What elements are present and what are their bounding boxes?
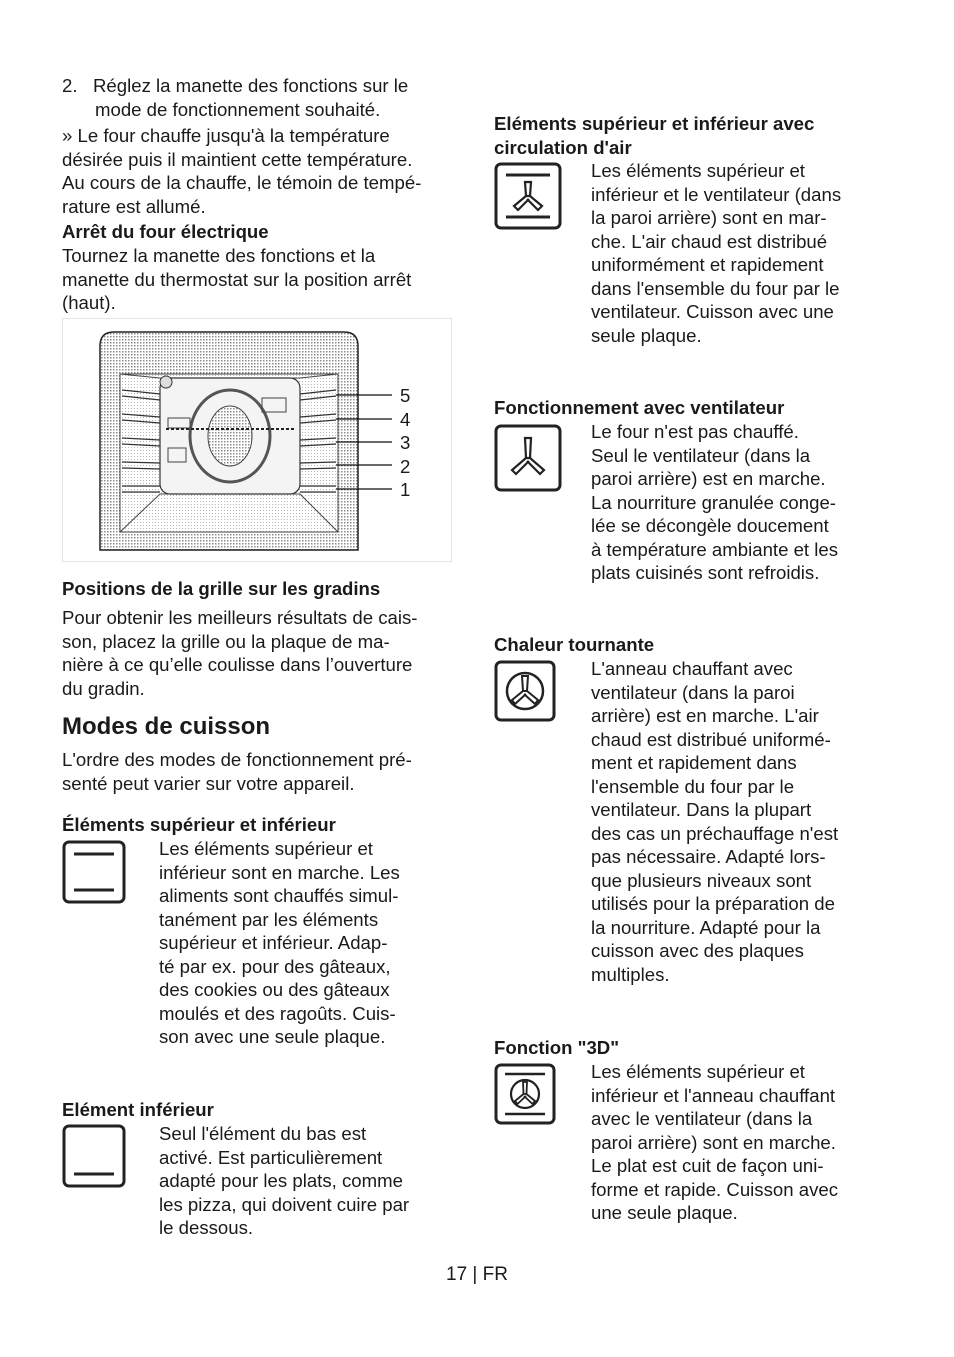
bottom-heat-icon: [62, 1124, 126, 1188]
shelf-level-1: 1: [400, 479, 411, 500]
text-line: moulés et des ragoûts. Cuis-: [159, 1002, 396, 1024]
text-line: tanément par les éléments: [159, 908, 379, 930]
text-line: lée se décongèle doucement: [591, 515, 829, 536]
text-line: chaud est distribué uniformé-: [591, 728, 831, 750]
step-2-line-2: mode de fonctionnement souhaité.: [95, 98, 381, 120]
fan-only-icon: [494, 424, 562, 492]
positions-line: son, placez la grille ou la plaque de ma-: [62, 630, 390, 652]
bottom-heading: Elément inférieur: [62, 1099, 214, 1120]
text-line: L'anneau chauffant avec: [591, 658, 793, 679]
text-line: inférieur et l'anneau chauffant: [591, 1084, 836, 1106]
text-line: activé. Est particulièrement: [159, 1146, 383, 1168]
air-heading-line: Eléments supérieur et inférieur avec: [494, 113, 815, 134]
positions-text: [62, 606, 462, 700]
text-line: ventilateur. Dans la plupart: [591, 799, 812, 820]
page-number: 17 | FR: [446, 1264, 508, 1285]
text-line: seule plaque.: [591, 324, 702, 346]
text-line: dans l'ensemble du four par le: [591, 277, 840, 299]
text-line: la paroi arrière) sont en mar-: [591, 207, 827, 228]
text-line: forme et rapide. Cuisson avec: [591, 1178, 839, 1200]
step-2: [62, 74, 462, 121]
modes-line: senté peut varier sur votre appareil.: [62, 772, 355, 794]
top-bottom-heat-icon: [62, 840, 126, 904]
text-line: paroi arrière) sont en marche.: [591, 1131, 836, 1153]
text-line: uniformément et rapidement: [591, 254, 824, 275]
shelf-level-4: 4: [400, 408, 411, 430]
air-heading-line: circulation d'air: [494, 136, 632, 158]
text-line: des cookies ou des gâteaux: [159, 979, 390, 1000]
text-line: La nourriture granulée conge-: [591, 491, 836, 513]
stop-line: Tournez la manette des fonctions et la: [62, 245, 376, 266]
result-line: » Le four chauffe jusqu'à la température: [62, 125, 390, 146]
text-line: cuisson avec des plaques: [591, 940, 804, 961]
text-line: Le four n'est pas chauffé.: [591, 421, 799, 442]
text-line: Les éléments supérieur et: [591, 160, 805, 181]
hot-air-heading: Chaleur tournante: [494, 634, 655, 655]
text-line: ment et rapidement dans: [591, 752, 797, 773]
text-line: pas nécessaire. Adapté lors-: [591, 846, 826, 867]
positions-line: du gradin.: [62, 677, 145, 699]
top-bottom-text: [159, 837, 459, 1049]
step-2-result: [62, 124, 462, 218]
text-line: les pizza, qui doivent cuire par: [159, 1193, 410, 1215]
text-line: que plusieurs niveaux sont: [591, 869, 812, 891]
text-line: Les éléments supérieur et: [159, 838, 373, 859]
stop-text: [62, 244, 462, 315]
text-line: té par ex. pour des gâteaux,: [159, 955, 391, 977]
text-line: une seule plaque.: [591, 1202, 738, 1223]
text-line: arrière) est en marche. L'air: [591, 705, 819, 726]
modes-intro: [62, 748, 462, 795]
stop-heading: Arrêt du four électrique: [62, 221, 269, 242]
text-line: che. L'air chaud est distribué: [591, 230, 828, 252]
3d-heading: Fonction "3D": [494, 1037, 620, 1058]
text-line: Seul le ventilateur (dans la: [591, 444, 811, 466]
text-line: supérieur et inférieur. Adap-: [159, 932, 388, 953]
3d-function-icon: [494, 1063, 556, 1125]
text-line: utilisés pour la préparation de: [591, 893, 835, 914]
modes-heading: Modes de cuisson: [62, 713, 271, 740]
result-line: Au cours de la chauffe, le témoin de tempé-: [62, 172, 422, 193]
modes-line: L'ordre des modes de fonctionnement pré-: [62, 749, 412, 770]
shelf-level-3: 3: [400, 432, 411, 453]
result-line: rature est allumé.: [62, 195, 206, 217]
text-line: multiples.: [591, 963, 670, 985]
hot-air-ring-fan-icon: [494, 660, 556, 722]
positions-line: Pour obtenir les meilleurs résultats de cais-: [62, 607, 418, 628]
top-bottom-heading: Éléments supérieur et inférieur: [62, 814, 336, 835]
stop-line: (haut).: [62, 292, 116, 313]
top-bottom-fan-icon: [494, 162, 562, 230]
text-line: l'ensemble du four par le: [591, 775, 795, 797]
text-line: inférieur et le ventilateur (dans: [591, 183, 842, 205]
text-line: ventilateur. Cuisson avec une: [591, 301, 834, 322]
text-line: adapté pour les plats, comme: [159, 1170, 403, 1191]
stop-line: manette du thermostat sur la position arrêt: [62, 268, 412, 290]
air-text: [591, 159, 881, 347]
text-line: plats cuisinés sont refroidis.: [591, 562, 820, 583]
3d-text: [591, 1060, 881, 1225]
positions-line: nière à ce qu’elle coulisse dans l’ouverture: [62, 654, 413, 675]
positions-heading: Positions de la grille sur les gradins: [62, 578, 381, 599]
fan-heading: Fonctionnement avec ventilateur: [494, 397, 785, 418]
shelf-level-2: 2: [400, 455, 411, 477]
text-line: Le plat est cuit de façon uni-: [591, 1155, 824, 1176]
text-line: Seul l'élément du bas est: [159, 1123, 367, 1144]
text-line: ventilateur (dans la paroi: [591, 681, 795, 703]
shelf-level-labels: [400, 384, 410, 502]
oven-shelf-positions-figure: [62, 318, 452, 562]
oven-illustration: [62, 318, 452, 562]
text-line: aliments sont chauffés simul-: [159, 885, 399, 906]
text-line: à température ambiante et les: [591, 538, 839, 560]
result-line: désirée puis il maintient cette température.: [62, 148, 413, 170]
shelf-level-5: 5: [400, 385, 411, 406]
text-line: le dessous.: [159, 1217, 254, 1238]
text-line: avec le ventilateur (dans la: [591, 1108, 813, 1129]
hot-air-text: [591, 657, 881, 986]
text-line: paroi arrière) est en marche.: [591, 468, 826, 489]
text-line: la nourriture. Adapté pour la: [591, 916, 821, 938]
air-heading: [494, 112, 874, 159]
step-2-line-1: 2. Réglez la manette des fonctions sur le: [62, 75, 409, 96]
bottom-text: [159, 1122, 459, 1240]
text-line: des cas un préchauffage n'est: [591, 822, 839, 844]
text-line: Les éléments supérieur et: [591, 1061, 805, 1082]
text-line: son avec une seule plaque.: [159, 1026, 386, 1047]
fan-text: [591, 420, 881, 585]
text-line: inférieur sont en marche. Les: [159, 861, 400, 883]
